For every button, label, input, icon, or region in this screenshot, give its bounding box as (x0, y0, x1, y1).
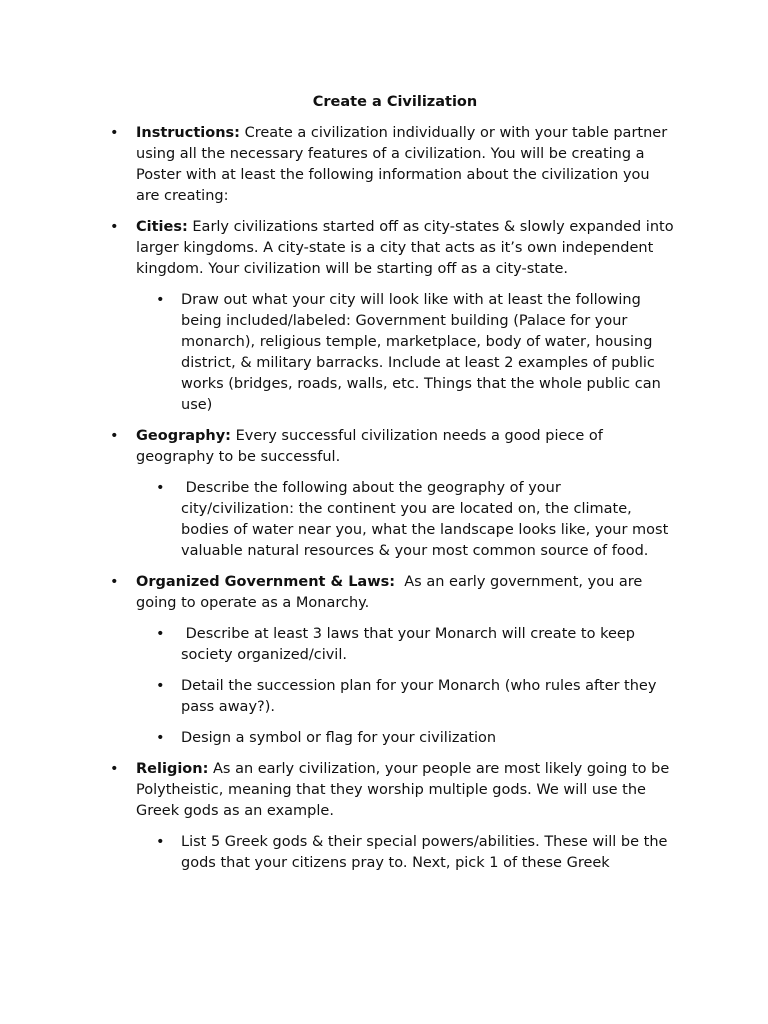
bullet-icon: • (110, 428, 119, 444)
sub-item-text: Describe the following about the geography of your city/civilization: the continent you are located on, the climate, bodies of water near you, what the landscape looks like, your most valuable natural resources & your most common source of food. (181, 480, 673, 559)
bullet-icon: • (156, 480, 165, 496)
sub-item-text: List 5 Greek gods & their special powers/abilities. These will be the gods that your citizens pray to. Next, pick 1 of these Greek (181, 834, 668, 871)
bullet-icon: • (110, 125, 119, 141)
bullet-icon: • (156, 626, 165, 642)
sub-item-text: Describe at least 3 laws that your Monarch will create to keep society organized/civil. (181, 626, 640, 663)
section-text: As an early government, you are going to operate as a Monarchy. (136, 574, 647, 611)
sub-item (110, 290, 676, 416)
section-text: Early civilizations started off as city-states & slowly expanded into larger kingdoms. A city-state is a city that acts as it’s own independent kingdom. Your civilization will be starting off as a city-state. (136, 219, 674, 277)
bullet-icon: • (156, 834, 165, 850)
sub-item (110, 728, 676, 749)
section-label: Religion: (136, 761, 209, 777)
section-label: Geography: (136, 428, 231, 444)
section-instructions (110, 123, 676, 207)
sub-item-text: Design a symbol or flag for your civilization (181, 730, 497, 746)
bullet-icon: • (110, 574, 119, 590)
sub-item (110, 832, 676, 874)
section-label: Instructions: (136, 125, 240, 141)
section-text: Create a civilization individually or with your table partner using all the necessary features of a civilization. You will be creating a Poster with at least the following information about the civilization you are creating: (136, 125, 668, 204)
section-religion (110, 759, 676, 822)
bullet-icon: • (110, 761, 119, 777)
bullet-icon: • (156, 292, 165, 308)
section-label: Organized Government & Laws: (136, 574, 396, 590)
sub-item-text: Detail the succession plan for your Monarch (who rules after they pass away?). (181, 678, 657, 715)
section-text: Every successful civilization needs a good piece of geography to be successful. (136, 428, 603, 465)
section-cities (110, 217, 676, 280)
section-government (110, 572, 676, 614)
bullet-icon: • (110, 219, 119, 235)
bullet-icon: • (156, 730, 165, 746)
section-label: Cities: (136, 219, 188, 235)
document-title: Create a Civilization (312, 94, 478, 110)
section-geography (110, 426, 676, 468)
bullet-icon: • (156, 678, 165, 694)
sub-item (110, 478, 676, 562)
sub-item (110, 624, 676, 666)
sub-item (110, 676, 676, 718)
section-list (110, 123, 676, 884)
sub-item-text: Draw out what your city will look like with at least the following being included/labeled: Government building (Palace for your monarch), religious temple, marketplace, body of water, housing district, & military barracks. Include at least 2 examples of public works (bridges, roads, walls, etc. Things that the whole public can use) (181, 292, 661, 413)
section-text: As an early civilization, your people are most likely going to be Polytheistic, meaning that they worship multiple gods. We will use the Greek gods as an example. (136, 761, 670, 819)
